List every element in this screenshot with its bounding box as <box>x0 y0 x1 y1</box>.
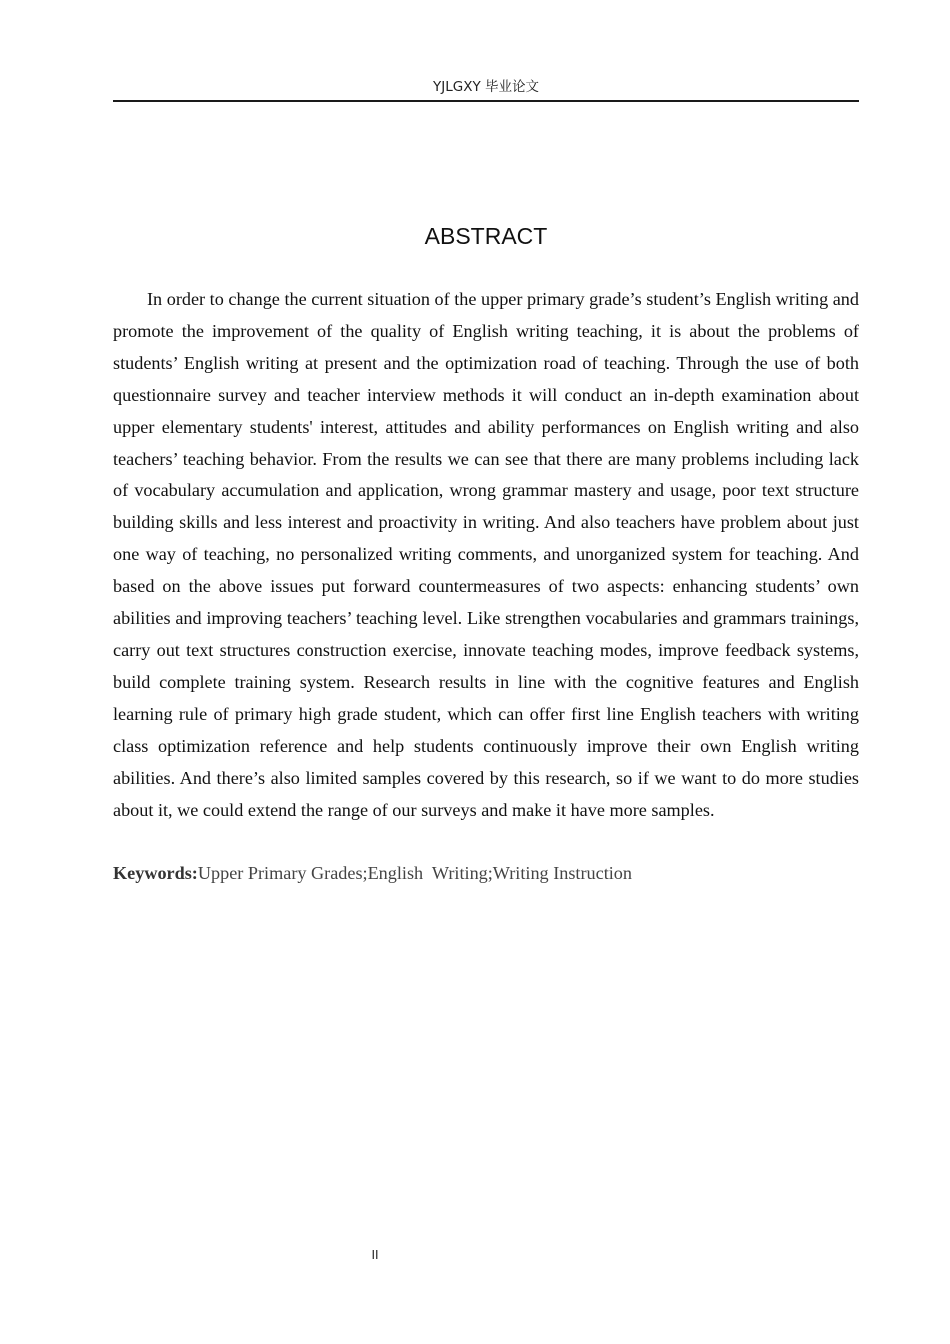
keywords-line <box>113 858 859 890</box>
running-header-title: YJLGXY 毕业论文 <box>433 79 539 95</box>
page-number: II <box>371 1248 379 1262</box>
keywords-label: Keywords: <box>113 863 198 883</box>
running-header <box>113 76 859 102</box>
abstract-title: ABSTRACT <box>424 223 548 249</box>
keywords-text: Upper Primary Grades;English Writing;Writing Instruction <box>197 863 632 883</box>
abstract-body: In order to change the current situation of the upper primary grade’s student’s English writing and promote the improvement of the quality of English writing teaching, it is about the problems of students’ English writing at present and the optimization road of teaching. Through the use of both questionnaire survey and teacher interview methods it will conduct an in-depth examination about upper elementary students' interest, attitudes and ability performances on English writing and also teachers’ teaching behavior. From the results we can see that there are many problems including lack of vocabulary accumulation and application, wrong grammar mastery and usage, poor text structure building skills and less interest and proactivity in writing. And also teachers have problem about just one way of teaching, no personalized writing comments, and unorganized system for teaching. And based on the above issues put forward countermeasures of two aspects: enhancing students’ own abilities and improving teachers’ teaching level. Like strengthen vocabularies and grammars trainings, carry out text structures construction exercise, innovate teaching modes, improve feedback systems, build complete training system. Research results in line with the cognitive features and English learning rule of primary high grade student, which can offer first line English teachers with writing class optimization reference and help students continuously improve their own English writing abilities. And there’s also limited samples covered by this research, so if we want to do more studies about it, we could extend the range of our surveys and make it have more samples. <box>113 289 859 820</box>
